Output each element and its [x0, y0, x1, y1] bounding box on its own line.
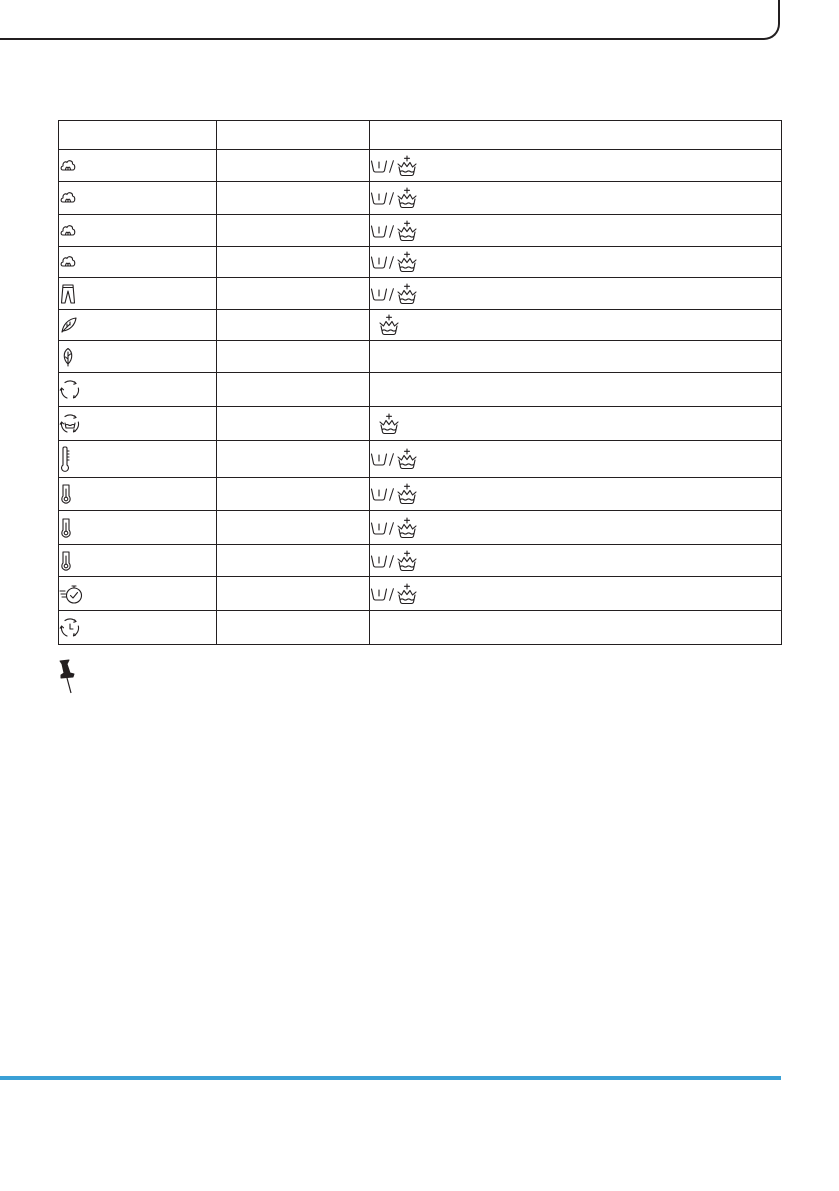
separator-slash [390, 554, 394, 568]
program-cell [59, 441, 217, 478]
liquid-softener-icon [396, 155, 418, 177]
column-2-cell [217, 247, 370, 278]
program-cell [59, 577, 217, 611]
detergent-main-wash-icon [370, 254, 388, 270]
liquid-softener-icon [396, 550, 418, 572]
separator-slash [390, 521, 394, 535]
column-2-cell [217, 341, 370, 373]
header-detergent [370, 121, 782, 150]
temperature-bulb-icon [59, 550, 73, 572]
column-2-cell [217, 215, 370, 247]
table-row [59, 511, 782, 545]
program-cell [59, 611, 217, 645]
detergent-main-wash-icon [370, 520, 388, 536]
separator-slash [390, 159, 394, 173]
column-2-cell [217, 545, 370, 577]
temperature-bulb-icon [59, 517, 73, 539]
liquid-softener-icon [396, 251, 418, 273]
detergent-cell [370, 577, 782, 611]
table-header-row [59, 121, 782, 150]
table-row [59, 341, 782, 373]
program-cell [59, 182, 217, 215]
liquid-softener-icon [396, 283, 418, 305]
detergent-main-wash-icon [370, 553, 388, 569]
detergent-cell [370, 182, 782, 215]
detergent-main-wash-icon [370, 451, 388, 467]
separator-slash [390, 487, 394, 501]
column-2-cell [217, 310, 370, 341]
column-2-cell [217, 441, 370, 478]
program-table [58, 120, 782, 645]
column-2-cell [217, 511, 370, 545]
table-row [59, 215, 782, 247]
detergent-cell [370, 407, 782, 441]
liquid-softener-icon [396, 448, 418, 470]
detergent-cell [370, 278, 782, 310]
program-cell [59, 278, 217, 310]
program-cell [59, 407, 217, 441]
table-row [59, 150, 782, 182]
header-program [59, 121, 217, 150]
separator-slash [390, 191, 394, 205]
detergent-main-wash-icon [370, 190, 388, 206]
page-header-frame [0, 0, 780, 40]
program-cell [59, 150, 217, 182]
liquid-softener-icon [396, 483, 418, 505]
thermometer-icon [59, 446, 73, 472]
cotton-icon [59, 253, 77, 271]
cotton-icon [59, 157, 77, 175]
table-row [59, 478, 782, 511]
column-2-cell [217, 182, 370, 215]
table-row [59, 247, 782, 278]
program-cell [59, 478, 217, 511]
column-2-cell [217, 373, 370, 407]
program-cell [59, 310, 217, 341]
table-row [59, 441, 782, 478]
cotton-icon [59, 222, 77, 240]
delicates-feather-icon [59, 316, 79, 334]
column-2-cell [217, 150, 370, 182]
table-row [59, 611, 782, 645]
separator-slash [390, 287, 394, 301]
column-2-cell [217, 611, 370, 645]
table-row [59, 278, 782, 310]
rinse-spin-icon [59, 413, 81, 435]
program-cell [59, 341, 217, 373]
cotton-icon [59, 189, 77, 207]
detergent-main-wash-icon [370, 158, 388, 174]
table-row [59, 545, 782, 577]
detergent-cell [370, 511, 782, 545]
liquid-softener-icon [396, 220, 418, 242]
column-2-cell [217, 577, 370, 611]
liquid-softener-icon [396, 583, 418, 605]
separator-slash [390, 255, 394, 269]
footer-accent-line [0, 1076, 781, 1080]
detergent-main-wash-icon [370, 486, 388, 502]
quick-timer-icon [59, 583, 83, 605]
separator-slash [390, 224, 394, 238]
column-2-cell [217, 478, 370, 511]
detergent-cell [370, 150, 782, 182]
detergent-main-wash-icon [370, 223, 388, 239]
eco-leaf-icon [59, 347, 77, 367]
program-cell [59, 373, 217, 407]
detergent-cell [370, 545, 782, 577]
table-row [59, 373, 782, 407]
cycle-clock-icon [59, 617, 81, 639]
separator-slash [390, 452, 394, 466]
synthetics-trousers-icon [59, 283, 77, 305]
detergent-cell [370, 441, 782, 478]
detergent-main-wash-icon [370, 586, 388, 602]
spin-arrows-icon [59, 379, 81, 401]
table-row [59, 407, 782, 441]
program-cell [59, 511, 217, 545]
pushpin-icon [55, 658, 81, 699]
detergent-main-wash-icon [370, 286, 388, 302]
detergent-cell [370, 215, 782, 247]
temperature-bulb-icon [59, 483, 73, 505]
table-row [59, 182, 782, 215]
program-cell [59, 215, 217, 247]
program-cell [59, 545, 217, 577]
detergent-cell [370, 611, 782, 645]
detergent-cell [370, 247, 782, 278]
separator-slash [390, 587, 394, 601]
table-row [59, 310, 782, 341]
liquid-softener-icon [396, 517, 418, 539]
table-row [59, 577, 782, 611]
liquid-softener-icon [378, 413, 400, 435]
detergent-cell [370, 373, 782, 407]
detergent-cell [370, 310, 782, 341]
header-column-2 [217, 121, 370, 150]
program-cell [59, 247, 217, 278]
liquid-softener-icon [378, 314, 400, 336]
liquid-softener-icon [396, 187, 418, 209]
detergent-cell [370, 478, 782, 511]
detergent-cell [370, 341, 782, 373]
column-2-cell [217, 407, 370, 441]
column-2-cell [217, 278, 370, 310]
